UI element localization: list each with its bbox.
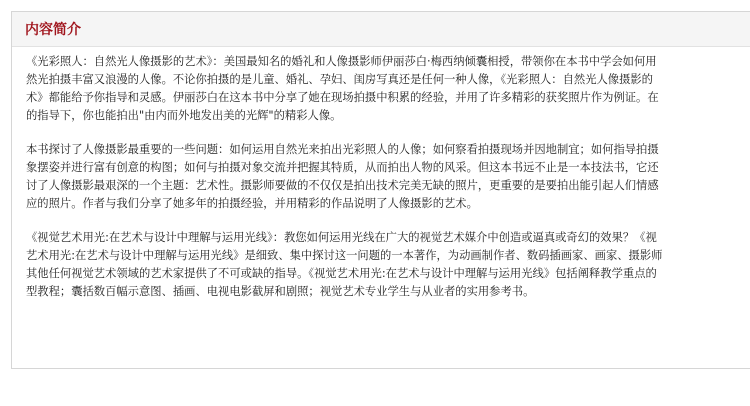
text-line: 讨了人像摄影最艰深的一个主题：艺术性。摄影师要做的不仅仅是拍出技术完美无缺的照片，更重要的是要拍出能引起人们情感 <box>26 179 659 192</box>
text-line: 其他任何视觉艺术领域的艺术家提供了不可或缺的指导。《视觉艺术用光:在艺术与设计中理解与运用光线》包括阐释教学重点的 <box>26 267 657 280</box>
text-line: 象摆姿并进行富有创意的构图；如何与拍摄对象交流并把握其特质，从而拍出人物的风采。但这本书远不止是一本技法书，它还 <box>26 161 659 174</box>
paragraph <box>26 229 750 301</box>
text-line: 《视觉艺术用光:在艺术与设计中理解与运用光线》：教您如何运用光线在广大的视觉艺术媒介中创造或逼真或奇幻的效果？《视 <box>26 231 657 244</box>
paragraph <box>26 141 750 213</box>
paragraph <box>26 53 750 125</box>
text-line: 然光拍摄丰富又浪漫的人像。不论你拍摄的是儿童、婚礼、孕妇、闺房写真还是任何一种人像，《光彩照人：自然光人像摄影的 <box>26 73 653 86</box>
section-title: 内容简介 <box>25 22 81 38</box>
text-line: 的指导下，你也能拍出"由内而外地发出美的光辉"的精彩人像。 <box>26 109 342 122</box>
text-line: 《光彩照人：自然光人像摄影的艺术》：美国最知名的婚礼和人像摄影师伊丽莎白·梅西纳倾囊相授，带领你在本书中学会如何用 <box>26 55 657 68</box>
summary-body <box>26 53 750 317</box>
text-line: 应的照片。作者与我们分享了她多年的拍摄经验，并用精彩的作品说明了人像摄影的艺术。 <box>26 197 478 210</box>
text-line: 艺术用光:在艺术与设计中理解与运用光线》是细致、集中探讨这一问题的一本著作，为动画制作者、数码插画家、画家、摄影师 <box>26 249 663 262</box>
text-line: 术》都能给予你指导和灵感。伊丽莎白在这本书中分享了她在现场拍摄中积累的经验，并用了许多精彩的获奖照片作为例证。在 <box>26 91 659 104</box>
panel-header <box>12 12 750 47</box>
text-line: 型教程；囊括数百幅示意图、插画、电视电影截屏和剧照；视觉艺术专业学生与从业者的实用参考书。 <box>26 285 535 298</box>
text-line: 本书探讨了人像摄影最重要的一些问题：如何运用自然光来拍出光彩照人的人像；如何察看拍摄现场并因地制宜；如何指导拍摄 <box>26 143 659 156</box>
content-summary-panel <box>11 11 750 369</box>
